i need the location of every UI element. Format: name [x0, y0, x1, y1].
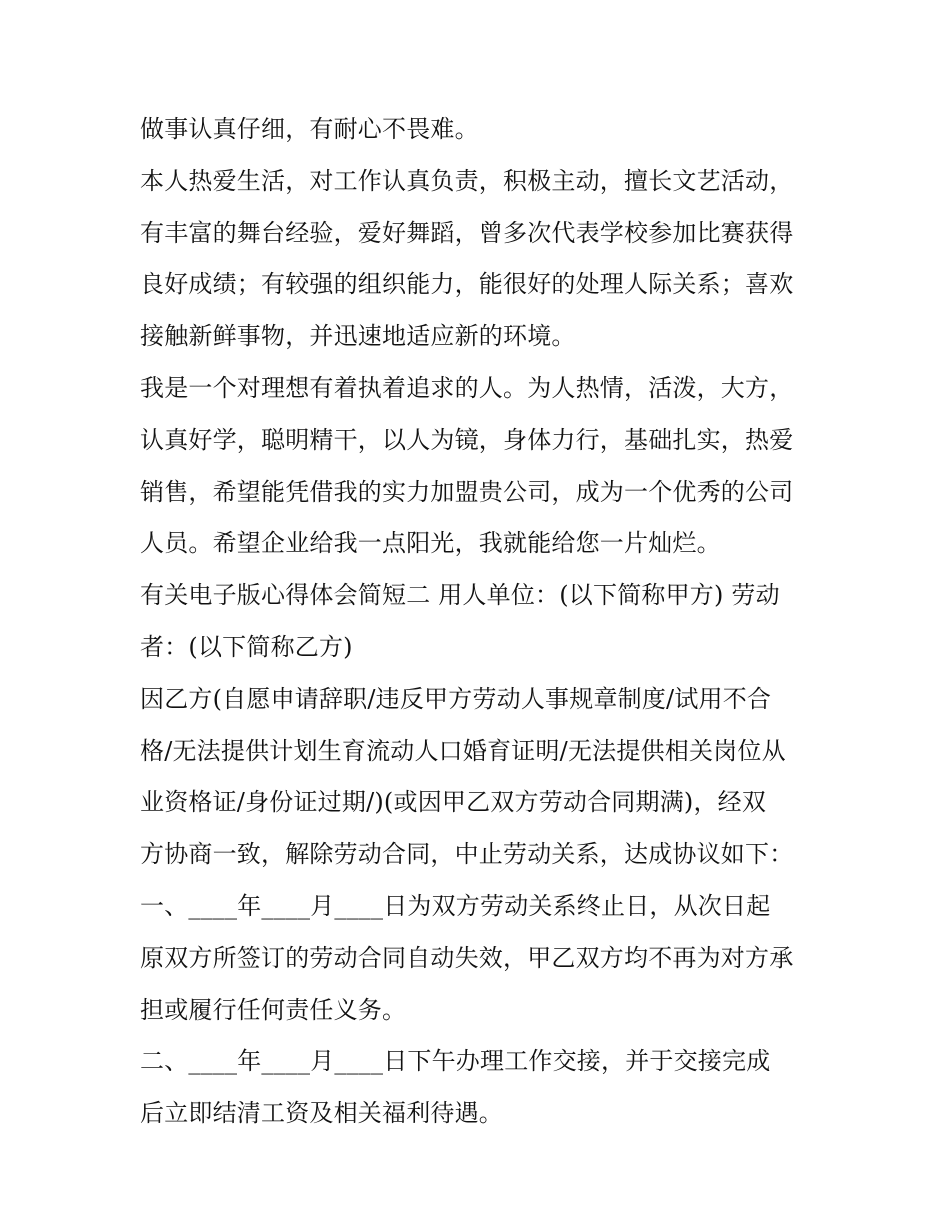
text-line: 后立即结清工资及相关福利待遇。 — [140, 1099, 503, 1128]
text-line: 人员。希望企业给我一点阳光，我就能给您一片灿烂。 — [140, 529, 721, 558]
text-line: 有丰富的舞台经验，爱好舞蹈，曾多次代表学校参加比赛获得 — [140, 218, 794, 247]
text-line: 方协商一致，解除劳动合同，中止劳动关系，达成协议如下： — [140, 840, 794, 869]
text-line: 格/无法提供计划生育流动人口婚育证明/无法提供相关岗位从 — [140, 736, 786, 765]
text-line: 销售，希望能凭借我的实力加盟贵公司，成为一个优秀的公司 — [140, 477, 794, 506]
text-line: 良好成绩；有较强的组织能力，能很好的处理人际关系；喜欢 — [140, 270, 794, 299]
text-line: 认真好学，聪明精干，以人为镜，身体力行，基础扎实，热爱 — [140, 425, 794, 454]
text-line: 接触新鲜事物，并迅速地适应新的环境。 — [140, 322, 576, 351]
text-line: 因乙方(自愿申请辞职/违反甲方劳动人事规章制度/试用不合 — [140, 684, 772, 713]
text-line: 担或履行任何责任义务。 — [140, 995, 407, 1024]
text-line: 做事认真仔细，有耐心不畏难。 — [140, 115, 479, 143]
text-line: 原双方所签订的劳动合同自动失效，甲乙双方均不再为对方承 — [140, 943, 794, 972]
text-line: 本人热爱生活，对工作认真负责，积极主动，擅长文艺活动， — [140, 166, 794, 195]
text-line: 我是一个对理想有着执着追求的人。为人热情，活泼，大方， — [140, 373, 794, 402]
text-line: 业资格证/身份证过期/)(或因甲乙双方劳动合同期满)，经双 — [140, 788, 767, 817]
text-line: 者：(以下简称乙方) — [140, 632, 353, 661]
text-line: 有关电子版心得体会简短二 用人单位：(以下简称甲方) 劳动 — [140, 581, 780, 610]
text-line: 二、____年____月____日下午办理工作交接，并于交接完成 — [140, 1047, 771, 1076]
document-body — [140, 104, 820, 1140]
text-line: 一、____年____月____日为双方劳动关系终止日，从次日起 — [140, 891, 771, 920]
